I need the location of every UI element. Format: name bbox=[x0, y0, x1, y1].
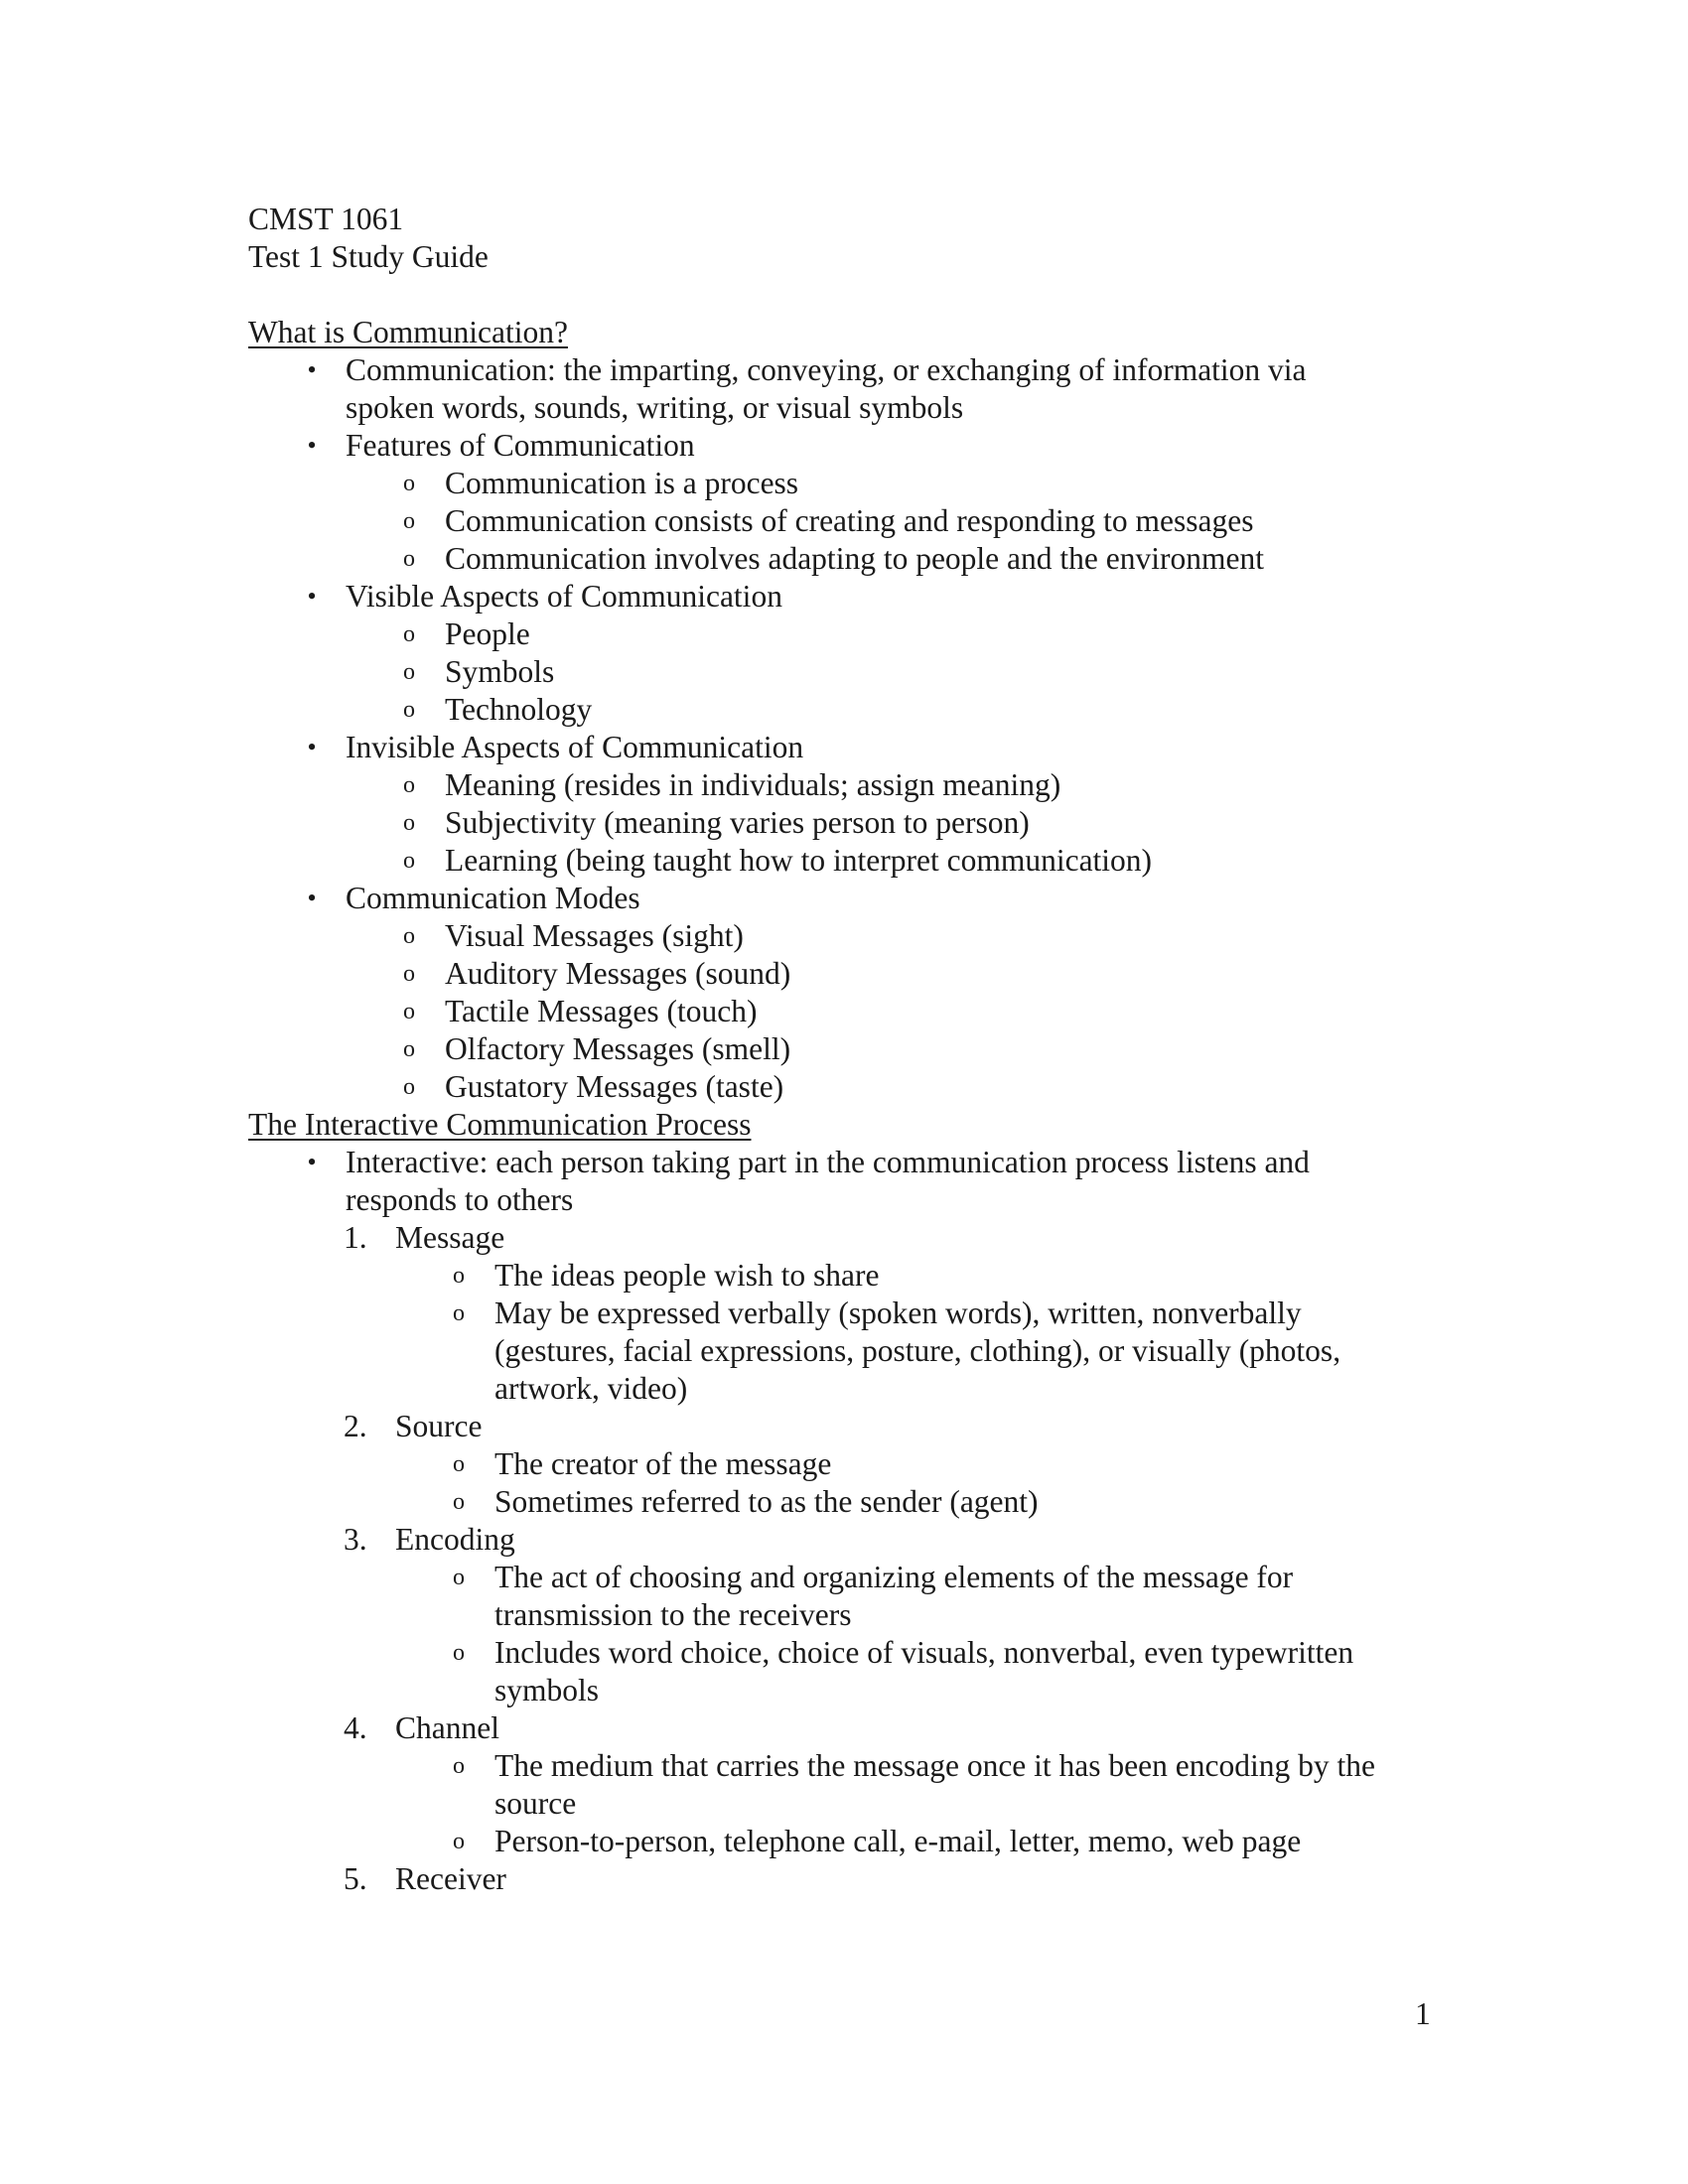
sub-bullet-item bbox=[248, 1559, 1440, 1634]
circle-bullet-icon: o bbox=[453, 1263, 465, 1289]
list-item-text: Olfactory Messages (smell) bbox=[445, 1031, 791, 1066]
list-item-text: Communication: the imparting, conveying, or exchanging of information via spoken words, sounds, writing, or visual symbols bbox=[346, 352, 1307, 425]
sub-bullet-item bbox=[248, 1483, 1440, 1521]
circle-bullet-icon: o bbox=[453, 1565, 465, 1590]
bullet-item bbox=[248, 578, 1440, 615]
list-number: 5. bbox=[344, 1861, 367, 1896]
list-item-text: The creator of the message bbox=[494, 1446, 832, 1481]
list-item-text: Communication is a process bbox=[445, 466, 799, 500]
list-item-text: Person-to-person, telephone call, e-mail, letter, memo, web page bbox=[494, 1824, 1302, 1858]
bullet-item bbox=[248, 427, 1440, 465]
circle-bullet-icon: o bbox=[403, 1036, 415, 1062]
circle-bullet-icon: o bbox=[403, 923, 415, 949]
circle-bullet-icon: o bbox=[453, 1300, 465, 1326]
numbered-item bbox=[248, 1521, 1440, 1559]
sub-bullet-item bbox=[248, 1295, 1440, 1408]
list-item-text: Technology bbox=[445, 692, 593, 727]
circle-bullet-icon: o bbox=[453, 1489, 465, 1515]
sub-bullet-item bbox=[248, 1445, 1440, 1483]
list-item-text: Auditory Messages (sound) bbox=[445, 956, 791, 991]
sub-bullet-item bbox=[248, 1747, 1440, 1823]
list-number: 1. bbox=[344, 1220, 367, 1255]
list-item-text: Encoding bbox=[395, 1522, 515, 1557]
list-item-text: Visible Aspects of Communication bbox=[346, 579, 782, 614]
circle-bullet-icon: o bbox=[403, 546, 415, 572]
sub-bullet-item bbox=[248, 540, 1440, 578]
list-number: 3. bbox=[344, 1522, 367, 1557]
circle-bullet-icon: o bbox=[403, 697, 415, 723]
circle-bullet-icon: o bbox=[453, 1451, 465, 1477]
section2-list bbox=[248, 1144, 1440, 1898]
page-number: 1 bbox=[1415, 1996, 1431, 2031]
numbered-item bbox=[248, 1860, 1440, 1898]
sub-bullet-item bbox=[248, 502, 1440, 540]
list-item-text: Symbols bbox=[445, 654, 555, 689]
circle-bullet-icon: o bbox=[403, 621, 415, 647]
sub-bullet-item bbox=[248, 766, 1440, 804]
document-title: Test 1 Study Guide bbox=[248, 239, 489, 274]
list-item-text: Includes word choice, choice of visuals, nonverbal, even typewritten symbols bbox=[494, 1635, 1354, 1707]
sub-bullet-item bbox=[248, 842, 1440, 880]
sub-bullet-item bbox=[248, 465, 1440, 502]
sub-bullet-item bbox=[248, 615, 1440, 653]
circle-bullet-icon: o bbox=[403, 1074, 415, 1100]
list-item-text: Message bbox=[395, 1220, 505, 1255]
list-item-text: Tactile Messages (touch) bbox=[445, 994, 758, 1028]
sub-bullet-item bbox=[248, 955, 1440, 993]
list-item-text: Features of Communication bbox=[346, 428, 695, 463]
circle-bullet-icon: o bbox=[403, 659, 415, 685]
list-item-text: Learning (being taught how to interpret communication) bbox=[445, 843, 1153, 878]
document-page bbox=[248, 201, 1440, 1898]
list-item-text: People bbox=[445, 616, 530, 651]
numbered-item bbox=[248, 1709, 1440, 1747]
list-item-text: The medium that carries the message once it has been encoding by the source bbox=[494, 1748, 1375, 1821]
bullet-icon: • bbox=[307, 733, 317, 761]
sub-bullet-item bbox=[248, 1030, 1440, 1068]
numbered-item bbox=[248, 1408, 1440, 1445]
list-item-text: Channel bbox=[395, 1710, 499, 1745]
sub-bullet-item bbox=[248, 1257, 1440, 1295]
circle-bullet-icon: o bbox=[403, 848, 415, 874]
bullet-icon: • bbox=[307, 431, 317, 460]
sub-bullet-item bbox=[248, 653, 1440, 691]
list-item-text: Interactive: each person taking part in the communication process listens and responds to others bbox=[346, 1145, 1310, 1217]
bullet-item bbox=[248, 351, 1440, 427]
bullet-item bbox=[248, 729, 1440, 766]
circle-bullet-icon: o bbox=[403, 508, 415, 534]
list-item-text: Visual Messages (sight) bbox=[445, 918, 744, 953]
circle-bullet-icon: o bbox=[453, 1829, 465, 1854]
circle-bullet-icon: o bbox=[403, 810, 415, 836]
sub-bullet-item bbox=[248, 1068, 1440, 1106]
list-item-text: Source bbox=[395, 1409, 483, 1443]
numbered-item bbox=[248, 1219, 1440, 1257]
course-code: CMST 1061 bbox=[248, 202, 404, 236]
circle-bullet-icon: o bbox=[453, 1640, 465, 1666]
sub-bullet-item bbox=[248, 1823, 1440, 1860]
bullet-icon: • bbox=[307, 355, 317, 384]
list-item-text: Communication consists of creating and responding to messages bbox=[445, 503, 1254, 538]
sub-bullet-item bbox=[248, 691, 1440, 729]
circle-bullet-icon: o bbox=[403, 999, 415, 1024]
list-item-text: Invisible Aspects of Communication bbox=[346, 730, 804, 764]
circle-bullet-icon: o bbox=[403, 961, 415, 987]
circle-bullet-icon: o bbox=[453, 1753, 465, 1779]
sub-bullet-item bbox=[248, 804, 1440, 842]
list-item-text: Sometimes referred to as the sender (agent) bbox=[494, 1484, 1039, 1519]
bullet-icon: • bbox=[307, 1148, 317, 1176]
bullet-icon: • bbox=[307, 582, 317, 611]
list-item-text: The act of choosing and organizing elements of the message for transmission to the receivers bbox=[494, 1560, 1294, 1632]
section-heading: What is Communication? bbox=[248, 315, 568, 349]
list-item-text: Gustatory Messages (taste) bbox=[445, 1069, 784, 1104]
list-item-text: Communication involves adapting to people and the environment bbox=[445, 541, 1264, 576]
bullet-item bbox=[248, 880, 1440, 917]
section-heading: The Interactive Communication Process bbox=[248, 1107, 752, 1142]
list-number: 4. bbox=[344, 1710, 367, 1745]
list-item-text: May be expressed verbally (spoken words), written, nonverbally (gestures, facial expressions, posture, clothing), or visually (photos, artwork, video) bbox=[494, 1296, 1341, 1406]
list-item-text: Subjectivity (meaning varies person to person) bbox=[445, 805, 1030, 840]
sub-bullet-item bbox=[248, 917, 1440, 955]
list-number: 2. bbox=[344, 1409, 367, 1443]
bullet-icon: • bbox=[307, 884, 317, 912]
bullet-item bbox=[248, 1144, 1440, 1219]
list-item-text: Receiver bbox=[395, 1861, 506, 1896]
list-item-text: The ideas people wish to share bbox=[494, 1258, 880, 1293]
sub-bullet-item bbox=[248, 993, 1440, 1030]
list-item-text: Communication Modes bbox=[346, 881, 640, 915]
sub-bullet-item bbox=[248, 1634, 1440, 1709]
list-item-text: Meaning (resides in individuals; assign meaning) bbox=[445, 767, 1061, 802]
circle-bullet-icon: o bbox=[403, 471, 415, 496]
circle-bullet-icon: o bbox=[403, 772, 415, 798]
section1-list bbox=[248, 351, 1440, 1106]
